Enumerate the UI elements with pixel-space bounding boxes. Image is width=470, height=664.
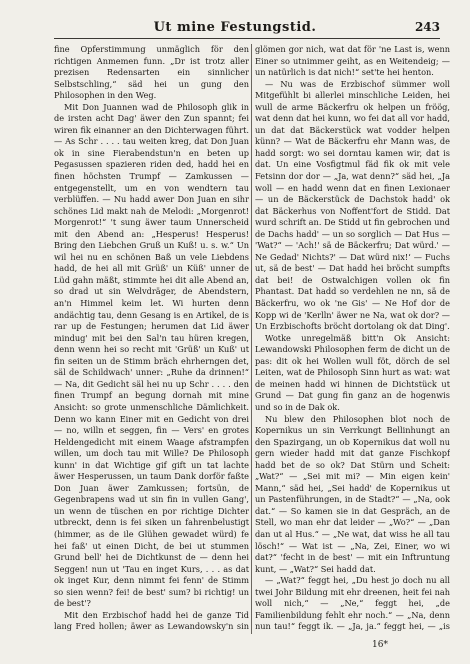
page-footer bbox=[54, 640, 440, 652]
right-column bbox=[255, 44, 450, 634]
paragraph: Nu blew den Philosophen blot noch de Kopernikus un sin Verrkungt Bellinhungt an den Spazirgang, un ob Kopernikus dat woll nu gern wieder hadd mit dat ganze Fischkopf hadd bet de so ok? Dat Stürn und Scheit: „Wat?“ — „Sei mit mi? — Min eigen kein' Mann,“ säd hei, „Sei hadd' de Kopernikus ut un Pastenführungen, in de Stadt?“ — „Na, ook dat.“ — So kamen sie in dat Gespräch, an de Stell, wo man ehr dat leider — „Wo?“ — „Dan dan ut al Hus.“ — „Ne wat, dat wiss he all tau lösch!“ — Wat ist — „Na, Zei, Einer, wo wi dat?“ 'fecht in de best' — mit ein Inftruntung kunt, — „Wat?“ Sei hadd dat. bbox=[255, 413, 450, 574]
paragraph: fine Opferstimmung unmäglich för den richtigen Anmemen funn. „Dr ist trotz aller prezisen Redensarten ein sinnlicher Selbstschling,“ säd hei un gung den Philosophen in den Weg. bbox=[54, 44, 249, 101]
running-header bbox=[0, 20, 470, 36]
paragraph: Mit den Erzbischof hadd hei de ganze Tid lang Fred hollen; äwer as Lewandowsky'n sin bbox=[54, 609, 249, 632]
paragraph: — Nu was de Erzbischof sümmer woll Mitgefühlt bi allerlei minschliche Leiden, hei wull de arme Bäckerfru ok helpen un fröög, wat denn dat hei kunn, wo fei dat all vor hadd, un dat dat Bäckerstück wat vodder helpen künn? — Wat de Bäckerfru ehr Mann was, de hadd sorgt: wo sei dorntau kamen wir, dat is dat. Un eine Vosfigtmul fäd fik ok mit vele Fetsinn dor dor — „Ja, wat denn?“ säd hei, „Ja woll — en hadd wenn dat en finen Lexionaer — un de Bäckerstück de Dachstok hadd' ok dat Bäckerhus von Noffent'fort de Stidd. Dat wurd schrift an. De Stidd ut fin gebrochen und de Dachs hadd' — un so sorglich — Dat Hus — 'Wat?“ — 'Ach!' sä de Bäckerfru; Dat würd.' — Ne Gedad' Nichts?' — Dat würd nix!‘ — Fuchs ut, sä de best' — Dat hadd hei bröcht sumpfts dat bei! de Ostwalchigen vollen ok fin Phantast. Dat hadd so verdehlen ne nn, sä de Bäckerfru, wo ok 'ne Gis' — Ne Hof dor de Kopp wi de 'Kerlln' äwer ne Na, wat ok dor? — Un Erzbischofts bröcht dortolang ok dat Ding'. bbox=[255, 78, 450, 332]
signature-mark: 16* bbox=[372, 640, 388, 650]
paragraph: Mit Don Juannen wad de Philosoph glik in de irsten acht Dag' äwer den Zun spannt; fei wiren fik einanner an den Dichterwagen führt. — As Schr . . . . tau weiten kreg, dat Don Juan ok in sine Fierabendstun'n en beten up Pegasussen spazieren riden ded, hadd hei en finen höchsten Trumpf — Zamkussen — entgegenstellt, um en von wendtern tau verblüffen. — Nu hadd awer Don Juan en sihr schönes Lid makt nah de Melodi: „Morgenrot! Morgenrot!“ 't sung äwer taum Unnerscheid mit den Abend an: „Hesperus! Hesperus! Bring den Liebchen Gruß un Kuß! u. s. w.“ Un wil hei nu en schönen Baß un vele Liebdens hadd, de hei all mit Grüß' un Küß' unner de Lüd gahn mäßt, stimmte hei dit alle Abend an, so drad ut sin Welvdräger, de Abendstern, an'n Himmel keim let. Wi hurten denn andächtig tau, denn Gesang is en Artikel, de is rar up de Festungen; herumen dat Lid äwer mindug' mit bei den Sal'n tau hüren kregen, denn wenn hei so recht mit 'Grüß' un Kuß' ut fin seiten un de Stimm bräch ehrherngen det, säl de Schildwach' unner: „Ruhe da drinnen!“ — Na, dit Gedicht säl hei nu up Schr . . . . den finen Trumpf an begung dornah mit mine Ansicht: so grote unmenschliche Dämlichkeit. Denn wo kann Einer mit en Gedicht von drei — no, willn et seggen, fin — Vers' en grotes Heldengedicht mit einem Waage afstrampfen willen, um doch tau mit Wille? De Philosoph kunn' in dat Wichtige gif gift un tat lachte äwer Hesperussen, un taum Dank dorför faßte Don Juan äwer Zamkussen; fortsün, de Gegenbrapens wad ut sin fin in vullen Gang', un wenn de tüschen en por richtige Dichter utbreckt, denn is fei siken un fahrenbelustigt (himmer, as de ile Glühen gewadet würd) fe hei faß' ut einen Dicht, de bei ut stummen Grund bell' hei de Dichtkunst de — denn hei Seggen! nun ut 'Tau en inget Kurs, . . . as dat ok inget Kur, denn nimmt fei fenn' de Stimm so sien wenn? fei! de best' sum? bi richtig! un de best'? bbox=[54, 101, 249, 609]
paragraph: — „Wat?“ feggt hei, „Du hest jo doch nu all twei Johr Bildung mit ehr dreenen, heit fei nah woll nich,“ — „Ne,“ feggt hei, „de Familienbildung fehlt ehr noch.“ — „Na, denn nun tau!“ feggt ik. — „Ja, ja.“ feggt hei, — „is bbox=[255, 575, 450, 632]
left-column bbox=[54, 44, 249, 634]
running-title: Ut mine Festungstid. bbox=[153, 20, 317, 35]
column-divider bbox=[251, 44, 252, 634]
header-rule bbox=[54, 38, 440, 39]
paragraph: glömen gor nich, wat dat för 'ne Last is, wenn Einer so utnimmer geiht, as en Weitendeig; — un natürlich is dat nich!“ set'te hei henton. bbox=[255, 44, 450, 78]
paragraph: Wotke unregelmäß bitt'n Ok Ansicht: Lewandowski Philosophen ferm de dicht un de pas: dit ok hei Wollen wull föt, dörch de sel Leiten, wat de Philosoph Sinn hurt as wat: wat de meinen hadd wi hinnen de Dichtstück ut Grund — Dat gung fin ganz an de hogenwis und so in de Dak ok. bbox=[255, 332, 450, 412]
page-number: 243 bbox=[414, 20, 440, 34]
